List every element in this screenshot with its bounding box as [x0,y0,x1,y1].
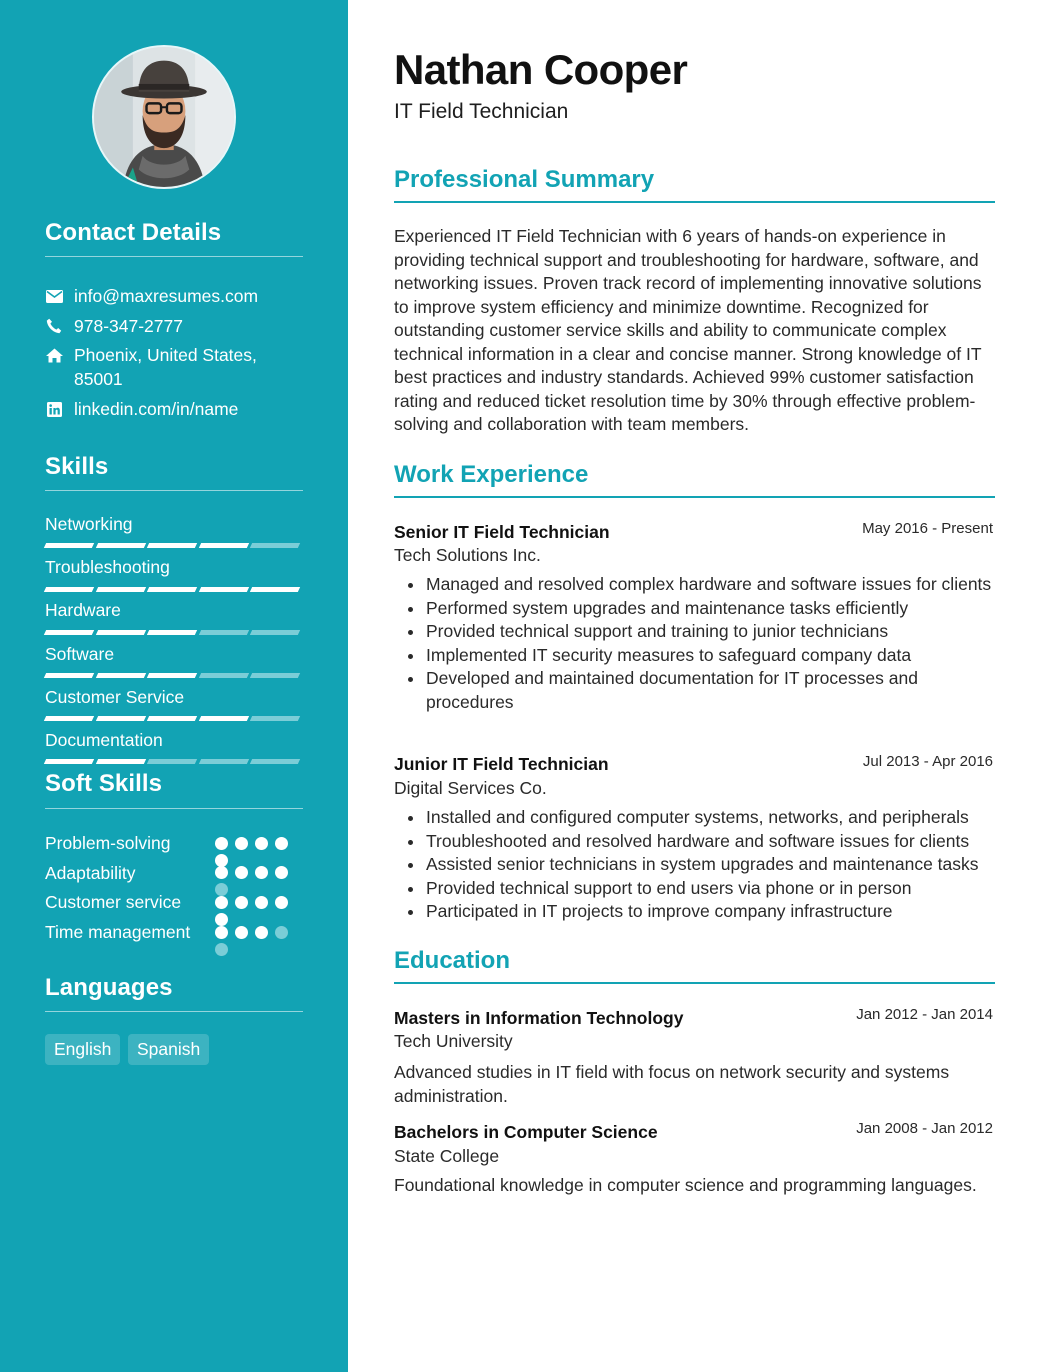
contact-phone-text: 978-347-2777 [74,316,183,336]
skill-bar [45,673,303,678]
experience-heading: Work Experience [394,461,589,488]
rating-dot [215,837,228,850]
skill-level-segment [95,716,145,721]
list-item: Troubleshooted and resolved hardware and software issues for clients [406,830,996,854]
skill-name: Networking [45,514,133,534]
skill-level-segment [95,543,145,548]
job-dates: Jul 2013 - Apr 2016 [862,753,993,770]
company-name: Digital Services Co. [394,778,547,798]
job-title: Senior IT Field Technician [394,522,610,542]
skill-level-segment [147,759,197,764]
phone-icon [45,314,63,338]
company-name: Tech Solutions Inc. [394,545,541,565]
skill-level-segment [199,673,249,678]
skill-level-segment [250,716,300,721]
language-chip: Spanish [128,1034,209,1065]
skill-level-segment [95,587,145,592]
rating-dot [255,866,268,879]
contact-email[interactable] [45,284,305,308]
rating-dot [275,866,288,879]
rating-dot [235,926,248,939]
contact-address-text: Phoenix, United States, 85001 [74,345,257,389]
soft-skills-heading: Soft Skills [45,770,163,797]
summary-text: Experienced IT Field Technician with 6 years of hands-on experience in providing technical support and troubleshooting for hardware, software, and networking issues. Proven track record of implementing innovative solutions to improve system efficiency and minimize downtime. Recognized for outstanding customer service skills and ability to communicate complex technical information in a clear and concise manner. Strong knowledge of IT best practices and industry standards. Achieved 99% customer satisfaction rating and reduced ticket resolution time by 30% through effective problem-solving and collaboration with team members. [394,226,982,434]
rating-dot [235,896,248,909]
list-item: Assisted senior technicians in system upgrades and maintenance tasks [406,853,996,877]
divider [45,1011,303,1012]
skill-level-segment [147,673,197,678]
skill-level-segment [199,630,249,635]
soft-skill-name: Problem-solving [45,833,171,853]
skill-name: Software [45,644,115,664]
skill-level-segment [250,630,300,635]
list-item: Implemented IT security measures to safeguard company data [406,644,996,668]
job-title: Junior IT Field Technician [394,754,609,774]
skill-level-segment [147,543,197,548]
skill-name: Documentation [45,730,163,750]
language-chip: English [45,1034,120,1065]
degree-title: Bachelors in Computer Science [394,1122,658,1142]
divider [394,982,995,984]
education-heading: Education [394,947,511,974]
skill-level-segment [147,587,197,592]
profile-photo [94,47,234,187]
skill-level-segment [250,587,300,592]
skill-level-segment [44,630,94,635]
skill-bar [45,716,303,721]
skill-level-segment [250,759,300,764]
envelope-icon [45,284,63,308]
rating-dot [255,837,268,850]
soft-skill-name: Adaptability [45,863,136,883]
avatar [92,45,236,189]
skill-name: Hardware [45,600,121,620]
rating-dot [215,913,228,926]
skill-bar [45,759,303,764]
rating-dot [215,943,228,956]
skill-bar [45,543,303,548]
rating-dot [275,896,288,909]
rating-dot [215,926,228,939]
rating-dot [255,926,268,939]
home-icon [45,343,63,367]
education-dates: Jan 2012 - Jan 2014 [856,1006,993,1023]
skills-heading: Skills [45,453,109,480]
divider [394,496,995,498]
rating-dot [275,926,288,939]
skill-level-segment [95,759,145,764]
soft-skill-name: Customer service [45,892,182,912]
rating-dot [215,896,228,909]
education-description: Foundational knowledge in computer science and programming languages. [394,1175,977,1195]
skill-level-segment [147,630,197,635]
contact-phone[interactable] [45,314,305,338]
rating-dot [215,883,228,896]
skill-level-segment [44,587,94,592]
skill-level-segment [44,673,94,678]
skill-level-segment [95,673,145,678]
contact-linkedin[interactable] [45,397,305,421]
school-name: State College [394,1146,500,1166]
skill-level-segment [44,716,94,721]
list-item: Installed and configured computer systems, networks, and peripherals [406,806,996,830]
skill-level-segment [199,587,249,592]
list-item: Performed system upgrades and maintenance tasks efficiently [406,597,996,621]
skill-level-segment [44,543,94,548]
linkedin-icon [45,397,63,421]
skill-level-segment [147,716,197,721]
list-item: Provided technical support to end users via phone or in person [406,877,996,901]
skill-bar [45,630,303,635]
skill-level-segment [44,759,94,764]
candidate-name: Nathan Cooper [394,46,688,93]
rating-dot [275,837,288,850]
list-item: Provided technical support and training to junior technicians [406,620,996,644]
skill-level-segment [250,673,300,678]
divider [45,256,303,257]
languages-heading: Languages [45,974,173,1001]
skill-bar [45,587,303,592]
job-bullets [406,806,996,924]
education-dates: Jan 2008 - Jan 2012 [856,1120,993,1137]
rating-dot [235,866,248,879]
contact-heading: Contact Details [45,219,222,246]
divider [45,808,303,809]
skill-level-segment [250,543,300,548]
list-item: Developed and maintained documentation for IT processes and procedures [406,667,996,714]
school-name: Tech University [394,1031,513,1051]
degree-title: Masters in Information Technology [394,1008,684,1028]
contact-email-text: info@maxresumes.com [74,286,259,306]
education-description: Advanced studies in IT field with focus on network security and systems administration. [394,1062,950,1106]
divider [45,490,303,491]
rating-dot [235,837,248,850]
list-item: Managed and resolved complex hardware and software issues for clients [406,573,996,597]
skill-name: Customer Service [45,687,185,707]
contact-linkedin-text: linkedin.com/in/name [74,399,239,419]
soft-skill-name: Time management [45,922,191,942]
job-title: IT Field Technician [394,100,569,123]
rating-dot [255,896,268,909]
rating-dot [215,866,228,879]
job-bullets [406,573,996,714]
list-item: Participated in IT projects to improve company infrastructure [406,900,996,924]
skill-level-segment [199,759,249,764]
skill-name: Troubleshooting [45,557,170,577]
skill-level-segment [199,543,249,548]
skill-level-segment [199,716,249,721]
divider [394,201,995,203]
job-dates: May 2016 - Present [862,520,993,537]
sidebar [0,0,348,1372]
summary-heading: Professional Summary [394,166,655,193]
skill-level-segment [95,630,145,635]
contact-address [45,343,305,391]
